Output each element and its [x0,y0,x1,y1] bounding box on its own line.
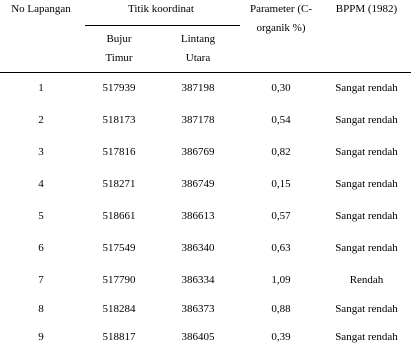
cell-c-organik: 0,15 [271,178,291,190]
cell-lintang: 386334 [181,274,215,286]
header-parameter-line2: organik %) [256,22,306,34]
cell-lintang: 386749 [181,178,215,190]
cell-no: 9 [38,331,44,343]
cell-kriteria: Sangat rendah [335,242,398,254]
cell-c-organik: 0,63 [271,242,291,254]
cell-kriteria: Sangat rendah [335,114,398,126]
cell-kriteria: Sangat rendah [335,210,398,222]
cell-bujur: 518661 [102,210,136,222]
cell-kriteria: Sangat rendah [335,331,398,343]
cell-no: 4 [38,178,44,190]
cell-kriteria: Sangat rendah [335,303,398,315]
cell-lintang: 386405 [181,331,215,343]
cell-lintang: 386613 [181,210,215,222]
header-lintang-line1: Lintang [180,33,216,45]
cell-lintang: 387178 [181,114,215,126]
cell-c-organik: 0,88 [271,303,291,315]
cell-kriteria: Sangat rendah [335,82,398,94]
cell-lintang: 386373 [181,303,215,315]
cell-c-organik: 1,09 [271,274,291,286]
header-rule [0,72,411,73]
cell-c-organik: 0,82 [271,146,291,158]
subheader-rule [85,25,240,26]
cell-kriteria: Sangat rendah [335,178,398,190]
cell-c-organik: 0,57 [271,210,291,222]
header-parameter-line1: Parameter (C- [250,3,312,15]
cell-no: 6 [38,242,44,254]
cell-lintang: 387198 [181,82,215,94]
cell-lintang: 386769 [181,146,215,158]
header-bujur-line2: Timur [105,52,133,64]
cell-no: 5 [38,210,44,222]
cell-bujur: 517816 [102,146,136,158]
header-titik-koordinat: Titik koordinat [128,3,194,15]
cell-bujur: 517790 [102,274,136,286]
cell-kriteria: Rendah [349,274,384,286]
cell-c-organik: 0,54 [271,114,291,126]
cell-no: 8 [38,303,44,315]
cell-bujur: 518271 [102,178,136,190]
cell-no: 3 [38,146,44,158]
header-no-lapangan: No Lapangan [11,3,71,15]
cell-c-organik: 0,39 [271,331,291,343]
cell-bujur: 517549 [102,242,136,254]
cell-no: 1 [38,82,44,94]
cell-kriteria: Sangat rendah [335,146,398,158]
cell-bujur: 518173 [102,114,136,126]
header-bppm: BPPM (1982) [335,3,398,15]
cell-c-organik: 0,30 [271,82,291,94]
header-lintang-line2: Utara [185,52,211,64]
header-bujur-line1: Bujur [106,33,132,45]
cell-bujur: 517939 [102,82,136,94]
cell-lintang: 386340 [181,242,215,254]
cell-bujur: 518284 [102,303,136,315]
cell-no: 7 [38,274,44,286]
cell-no: 2 [38,114,44,126]
cell-bujur: 518817 [102,331,136,343]
